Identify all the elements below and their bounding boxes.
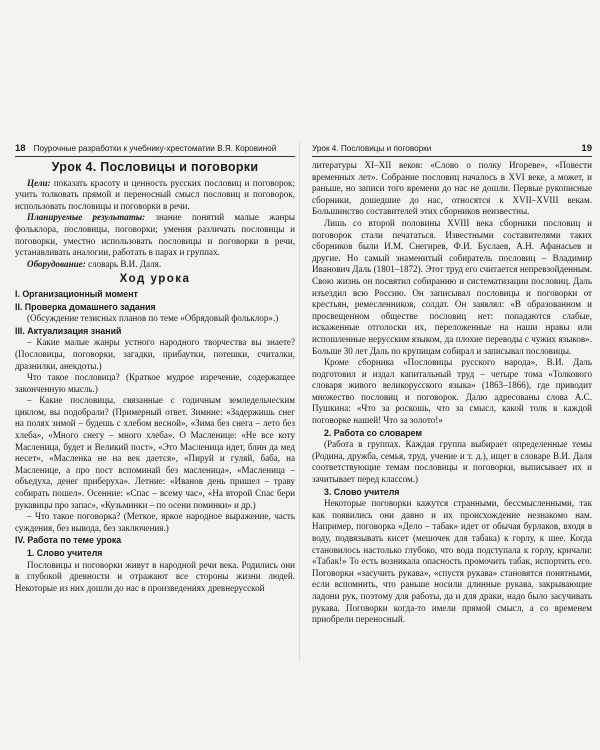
homework-text: (Обсуждение тезисных планов по теме «Обрядовый фольклор».)	[27, 313, 279, 324]
actualization-item: – Какие пословицы, связанные с годичным земледельческим циклом, вы подобрали? (Примерный ответ. Зимние: «Задержишь снег на полях зимой – будешь с хлебом весной», «Зима без снега – лето без хлеба», «Много снегу – много хлеба». О Масленице: «Не все коту Масленица, будет и Великий пост», «Это Масленица идет, блин да мед несет», «Масленка не на век дается», «Пируй и гуляй, баба, на Масленице, а про пост вспоминай без масленица», «Масленица – объедуха, денег приберуха». Летние: «Иванов день пришел – траву собирать пошел». Осенние: «Спас – всему час», «На второй Спас бери рукавицы про запас», «Кузьминки – по осени поминки» и др.)	[15, 395, 295, 510]
results-text: знание понятий малые жанры фольклора, пословицы, поговорки; умения различать пословицы и поговорки, уместно использовать пословицы и поговорки в речи, устанавливать аналогии, работать в парах и группах.	[15, 212, 295, 258]
teacher-text: Пословицы и поговорки живут в народной речи века. Родились они в глубокой древности и отражают все стороны жизни людей. Некоторые из них дошли до нас в произведениях древнерусской	[15, 559, 295, 593]
section-homework: II. Проверка домашнего задания	[15, 301, 156, 312]
right-running-header	[312, 142, 592, 157]
left-page-number: 18	[15, 143, 26, 155]
subsection-dictionary-work: 2. Работа со словарем	[324, 427, 422, 438]
actualization-item: Что такое пословица? (Краткое мудрое изречение, содержащее законченную мысль.)	[15, 372, 295, 394]
course-heading: Ход урока	[119, 273, 191, 286]
history-paragraph: литературы XI–XII веков: «Слово о полку Игореве», «Повести временных лет». Собрание пословиц началось в XVI веке, а может, и раньше, но записи того времени до нас не дошли. Первые рукописные сборники, дошедшие до нас, относятся к XVII–XVIII векам. Большинство составителей этих сборников неизвестны.	[312, 160, 592, 217]
right-header-text: Урок 4. Пословицы и поговорки	[312, 144, 432, 154]
equipment-text: словарь В.И. Даля.	[88, 258, 162, 269]
dictionary-task: (Работа в группах. Каждая группа выбирает определенные темы (Родина, дружба, семья, труд, учение и т. д.), ищет в словаре В.И. Даля соответствующие темам пословицы и поговорки, выписывает их и зачитывает перед классом.)	[312, 439, 592, 485]
collectors-paragraph: Лишь со второй половины XVIII века сборники пословиц и поговорок стали печататься. Известными составителями таких сборников были И.М. Снегирев, Ф.И. Буслаев, А.Н. Афанасьев и другие. Но самый знаменитый собиратель пословиц – Владимир Иванович Даль (1801–1872). Этот труд его считается непревзойденным. Свою жизнь он посвятил собиранию и систематизации пословиц. Даль изъездил всю Россию. Он записывал пословицы и поговорки от крестьян, ремесленников, солдат. Он заявлял: «В образованном и просвещенном обществе пословиц нет: попадаются слабые, искаженные отголоски их, переложенные на наши нравы или испошленные нерусским языком, да плохие переводы с чужих языков». Больше 30 лет Даль по крупицам собирал и записывал пословицы.	[312, 217, 592, 356]
page-gutter	[299, 142, 300, 662]
dal-dictionary-paragraph: Кроме сборника «Пословицы русского народа», В.И. Даль подготовил и издал капитальный труд – четыре тома «Толкового словаря живого великорусского языка» (1863–1866), где приводит множество пословиц и поговорок. Далю адресованы слова А.С. Пушкина: «Что за роскошь, что за смысл, какой толк в каждой поговорке нашей! Что за золото!»	[312, 357, 592, 426]
results-paragraph	[15, 212, 295, 258]
section-organization: I. Организационный момент	[15, 288, 138, 299]
right-page	[312, 142, 592, 626]
goal-text: показать красоту и ценность русских пословиц и поговорок; учить толковать прямой и переносный смысл пословиц и поговорок, использовать пословицы и поговорки в речи.	[15, 177, 295, 211]
left-running-header	[15, 142, 295, 157]
section-main-work: IV. Работа по теме урока	[15, 535, 122, 546]
goal-paragraph	[15, 178, 295, 213]
left-page	[15, 142, 295, 594]
subsection-teacher-word: 1. Слово учителя	[27, 548, 103, 558]
left-header-text: Поурочные разработки к учебнику-хрестоматии В.Я. Коровиной	[33, 144, 277, 154]
section-actualization: III. Актуализация знаний	[15, 325, 122, 336]
sayings-origin-paragraph: Некоторые поговорки кажутся странными, бессмысленными, так как появились они давно и их происхождение незнакомо нам. Например, поговорка «Дело – табак» идет от обычая бурлаков, входя в воду, подвязывать кисет (мешочек для табака) к горлу, к шее. Когда становилось настолько глубоко, что вода подступала к горлу, кричали: «Табак!» То есть возникала опасность промочить табак, испортить его. Поговорки «засучить рукава», «спустя рукава» становятся понятными, если вспомнить, что раньше носили длинные рукава, закрывающие ладони рук, поэтому для работы, да и для драки, надо было засучивать рукава. Поговорки когда-то имели прямой смысл, а со временем приобрели переносный.	[312, 498, 592, 625]
equipment-label: Оборудование:	[27, 258, 86, 269]
lesson-title: Урок 4. Пословицы и поговорки	[51, 160, 259, 174]
subsection-teacher-word-2: 3. Слово учителя	[324, 486, 400, 497]
right-page-number: 19	[581, 143, 592, 155]
results-label: Планируемые результаты:	[27, 212, 146, 223]
actualization-item: – Какие малые жанры устного народного творчества вы знаете? (Пословицы, поговорки, загадки, прибаутки, потешки, считалки, дразнилки, анекдоты.)	[15, 337, 295, 371]
goal-label: Цели:	[27, 177, 51, 188]
equipment-paragraph	[15, 259, 295, 271]
actualization-item: – Что такое поговорка? (Меткое, яркое народное выражение, часть суждения, без вывода, без заключения.)	[15, 511, 295, 533]
